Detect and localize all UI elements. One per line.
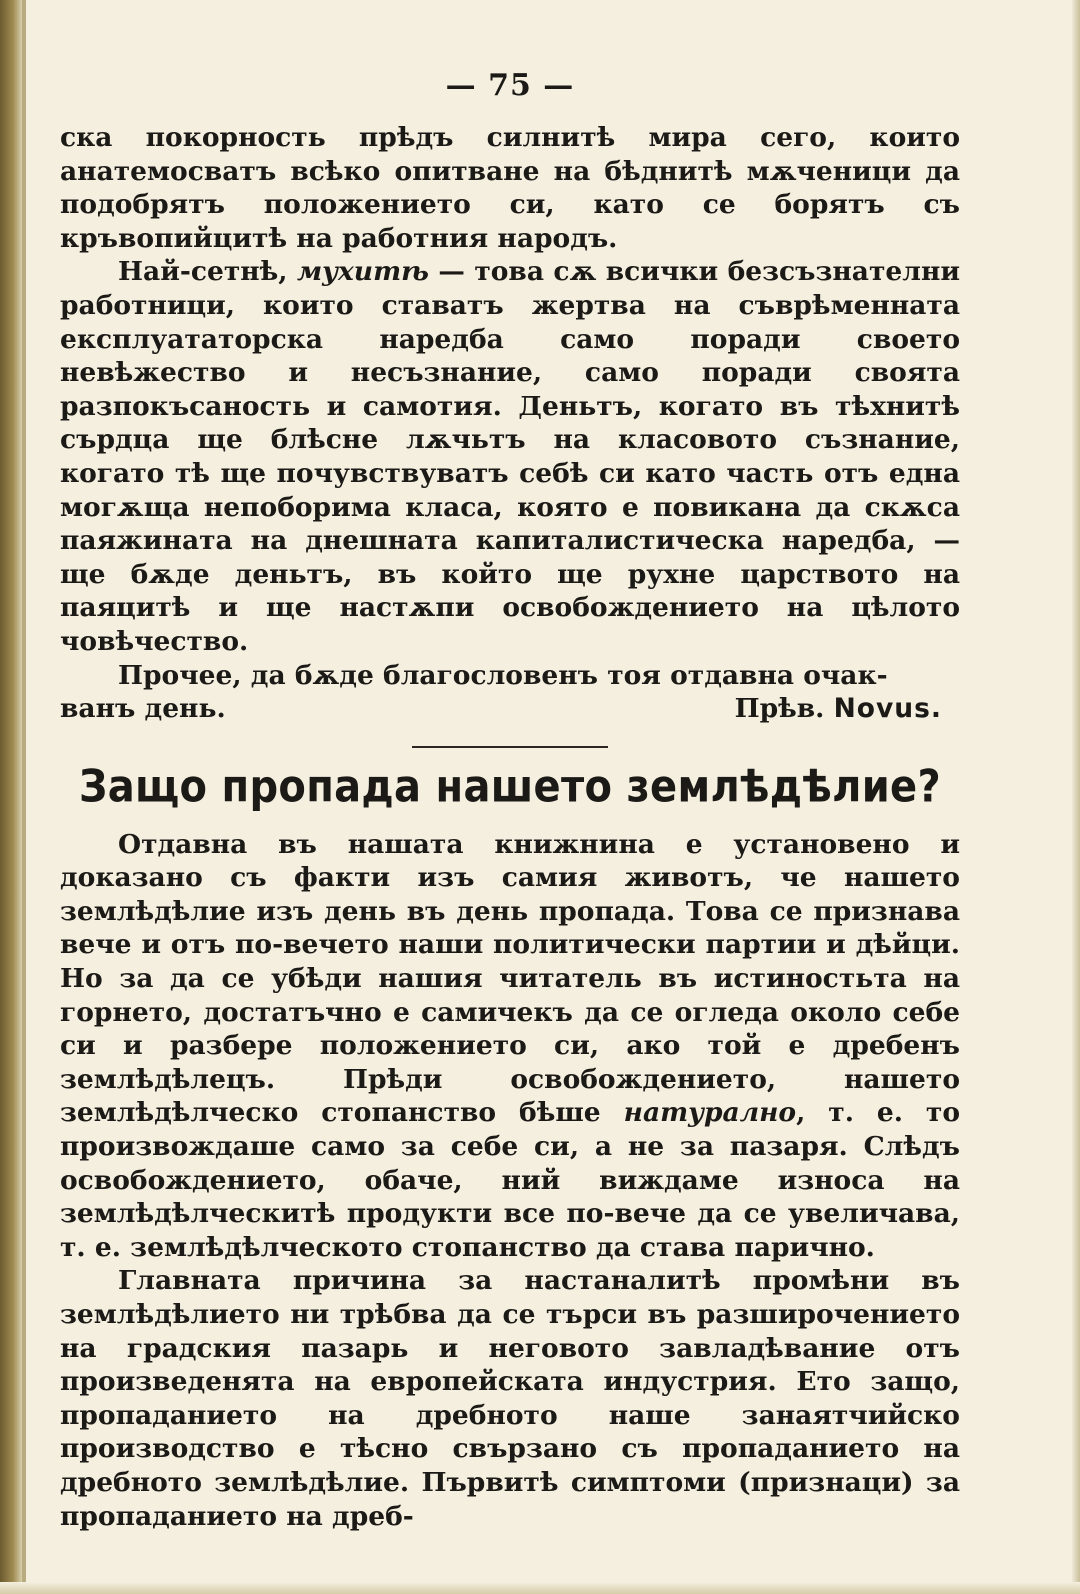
- signature-name: Novus.: [833, 693, 942, 725]
- page-edge-bottom: [0, 1582, 1080, 1594]
- paragraph: ска покорность прѣдъ силнитѣ мира сего, които анатемосватъ всѣко опитване на бѣднитѣ мѫченици да подобрятъ положението си, като се борятъ съ кръвопийцитѣ на работния народъ.: [60, 122, 960, 254]
- text-run: Отдавна въ нашата книжнина е установено и доказано съ факти изъ самия животъ, че нашето землѣдѣлие изъ день въ день пропада. Това се признава вече и отъ по-вечето наши политически партии и дѣйци. Но за да се убѣди нашия читатель въ истиностьта на горнето, достатъчно е самичекъ да се огледа около себе си и разбере положението си, ако той е дребенъ землѣдѣлецъ. Прѣди освобождението, нашето землѣдѣлческо стопанство бѣше: [60, 828, 960, 1129]
- page-gutter: [22, 0, 26, 1594]
- text-run: Най-сетнѣ,: [118, 256, 297, 288]
- italic-term: мухитѣ: [296, 256, 429, 288]
- signature-row: [60, 692, 960, 726]
- section-divider: [412, 746, 608, 748]
- text-run: — това сѫ всички безсъзнателни работници, които ставатъ жертва на съврѣменната експлуататорска наредба само поради своето невѣжество и несъзнание, само поради своята разпокъсаность и самотия. Деньтъ, когато въ тѣхнитѣ сърдца ще блѣсне лѫчьтъ на класовото съзнание, когато тѣ ще почувствуватъ себѣ си като часть отъ една могѫща непоборима класа, която е повикана да скѫса паяжината на днешната капиталистическа наредба, — ще бѫде деньтъ, въ който ще рухне царството на паяцитѣ и ще настѫпи освобождението на цѣлото човѣчество.: [60, 256, 960, 657]
- text-run: ванъ день.: [60, 693, 226, 725]
- page-number: — 75 —: [445, 68, 575, 103]
- paragraph: [60, 255, 960, 658]
- article-title: Защо пропада нашето землѣдѣлие?: [79, 760, 941, 813]
- page-edge-right: [1072, 0, 1080, 1594]
- paragraph: [60, 828, 960, 1265]
- paragraph: Прочее, да бѫде благословенъ тоя отдавна очак-: [118, 659, 888, 691]
- paragraph: Главната причина за настаналитѣ промѣни въ землѣдѣлието ни трѣбва да се търси въ разширочението на градския пазарь и неговото завладѣвание отъ произведенята на европейската индустрия. Ето защо, пропаданието на дребното наше занаятчийско производство е тѣсно свързано съ пропаданието на дребното землѣдѣлие. Първитѣ симптоми (признаци) за пропаданието на дреб-: [60, 1265, 960, 1532]
- book-spine-shadow: [0, 0, 22, 1594]
- signature: [735, 692, 960, 726]
- text-run: , т. е. то произвождаше само за себе си, а не за пазаря. Слѣдъ освобождението, обаче, ний виждаме износа на землѣдѣлческитѣ продукти все по-вече да се увеличава, т. е. землѣдѣлческото стопанство да става парично.: [60, 1097, 960, 1263]
- italic-term: натурално: [623, 1097, 797, 1129]
- signature-prefix: Прѣв.: [734, 693, 825, 725]
- book-page: [60, 60, 960, 1533]
